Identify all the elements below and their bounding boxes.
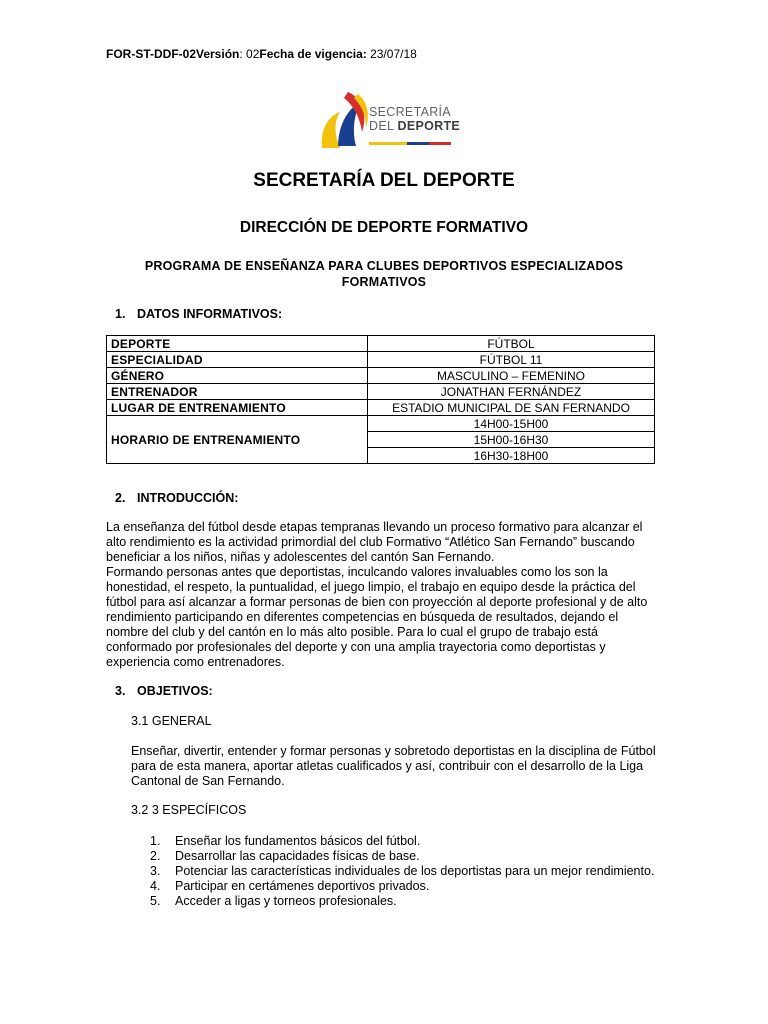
document-header [106, 47, 417, 61]
table-row [107, 368, 655, 384]
logo-color-bar [369, 142, 451, 145]
item-text: Enseñar los fundamentos básicos del fútbol. [175, 834, 421, 848]
row-label: GÉNERO [107, 368, 368, 384]
item-number: 2. [150, 849, 161, 863]
text-line: alto rendimiento es la actividad primordial del club Formativo “Atlético San Fernando” buscando [106, 535, 635, 549]
list-item [131, 849, 654, 864]
logo-line-2-prefix: DEL [369, 119, 398, 134]
schedule-slot: 16H30-18H00 [368, 448, 655, 464]
section-title: DATOS INFORMATIVOS: [137, 307, 283, 321]
section-title: OBJETIVOS: [137, 684, 213, 698]
text-line: fútbol para así alcanzar a formar personas de bien con proyección al deporte profesional y de alto [106, 595, 648, 609]
subheading-general: 3.1 GENERAL [131, 714, 212, 728]
text-line: beneficiar a los niños, niñas y adolescentes del cantón San Fernando. [106, 550, 495, 564]
table-row [107, 400, 655, 416]
info-table [106, 335, 655, 464]
program-title-line-1: PROGRAMA DE ENSEÑANZA PARA CLUBES DEPORTIVOS ESPECIALIZADOS [144, 259, 624, 273]
row-value: MASCULINO – FEMENINO [368, 368, 655, 384]
schedule-slot: 14H00-15H00 [368, 416, 655, 432]
row-value: JONATHAN FERNÁNDEZ [368, 384, 655, 400]
text-line: La enseñanza del fútbol desde etapas tempranas llevando un proceso formativo para alcanzar el [106, 520, 643, 534]
item-text: Acceder a ligas y torneos profesionales. [175, 894, 397, 908]
section-number: 3. [115, 684, 126, 698]
section-number: 2. [115, 491, 126, 505]
text-line: conformado por profesionales del deporte y con una amplia trayectoria como deportistas y [106, 640, 606, 654]
row-label: LUGAR DE ENTRENAMIENTO [107, 400, 368, 416]
intro-paragraph [106, 520, 666, 670]
section-number: 1. [115, 307, 126, 321]
text-line: Cantonal de San Fernando. [131, 774, 285, 788]
program-title-line-2: FORMATIVOS [341, 275, 427, 289]
row-label: HORARIO DE ENTRENAMIENTO [107, 416, 368, 464]
specific-objectives-list [131, 834, 654, 909]
form-code: FOR-ST-DDF-02 [106, 47, 196, 61]
row-value: FÚTBOL 11 [368, 352, 655, 368]
item-text: Potenciar las características individuales de los deportistas para un mejor rendimiento. [175, 864, 655, 878]
row-label: DEPORTE [107, 336, 368, 352]
table-row [107, 352, 655, 368]
logo-line-1: SECRETARÍA [369, 105, 451, 119]
list-item [131, 834, 654, 849]
row-label: ESPECIALIDAD [107, 352, 368, 368]
item-number: 4. [150, 879, 161, 893]
schedule-slot: 15H00-16H30 [368, 432, 655, 448]
validity-value: 23/07/18 [366, 47, 417, 61]
item-number: 3. [150, 864, 161, 878]
table-row [107, 336, 655, 352]
table-row [107, 416, 655, 432]
version-value: : 02 [239, 47, 260, 61]
subheading-especificos: 3.2 3 ESPECÍFICOS [131, 803, 247, 817]
table-row [107, 384, 655, 400]
list-item [131, 879, 654, 894]
section-title: INTRODUCCIÓN: [137, 491, 239, 505]
section-heading-datos [115, 307, 282, 321]
row-value: FÚTBOL [368, 336, 655, 352]
item-number: 1. [150, 834, 161, 848]
row-label: ENTRENADOR [107, 384, 368, 400]
logo-line-2-bold: DEPORTE [397, 119, 461, 134]
version-label: Versión [196, 47, 240, 61]
logo-line-2 [369, 119, 460, 133]
item-text: Desarrollar las capacidades físicas de base. [175, 849, 420, 863]
main-title: SECRETARÍA DEL DEPORTE [253, 170, 515, 191]
text-line: experiencia como entrenadores. [106, 655, 285, 669]
section-heading-introduccion [115, 491, 238, 505]
item-number: 5. [150, 894, 161, 908]
list-item [131, 894, 654, 909]
text-line: honestidad, el respeto, la puntualidad, el juego limpio, el trabajo en equipo desde la práctica del [106, 580, 636, 594]
text-line: nombre del club y del cantón en lo más alto posible. Para lo cual el grupo de trabajo está [106, 625, 598, 639]
text-line: para de esta manera, aportar atletas cualificados y así, contribuir con el desarrollo de la Liga [131, 759, 644, 773]
program-title [0, 258, 768, 290]
text-line: Enseñar, divertir, entender y formar personas y sobretodo deportistas en la disciplina de Fútbol [131, 744, 656, 758]
validity-label: Fecha de vigencia: [259, 47, 367, 61]
item-text: Participar en certámenes deportivos privados. [175, 879, 430, 893]
general-paragraph [131, 744, 671, 789]
row-value: ESTADIO MUNICIPAL DE SAN FERNANDO [368, 400, 655, 416]
section-heading-objetivos [115, 684, 213, 698]
list-item [131, 864, 654, 879]
text-line: Formando personas antes que deportistas, inculcando valores invaluables como los son la [106, 565, 608, 579]
logo-wordmark [369, 105, 460, 134]
direction-title: DIRECCIÓN DE DEPORTE FORMATIVO [239, 219, 529, 236]
text-line: rendimiento participando en diferentes competencias en búsqueda de resultados, dejando el [106, 610, 619, 624]
